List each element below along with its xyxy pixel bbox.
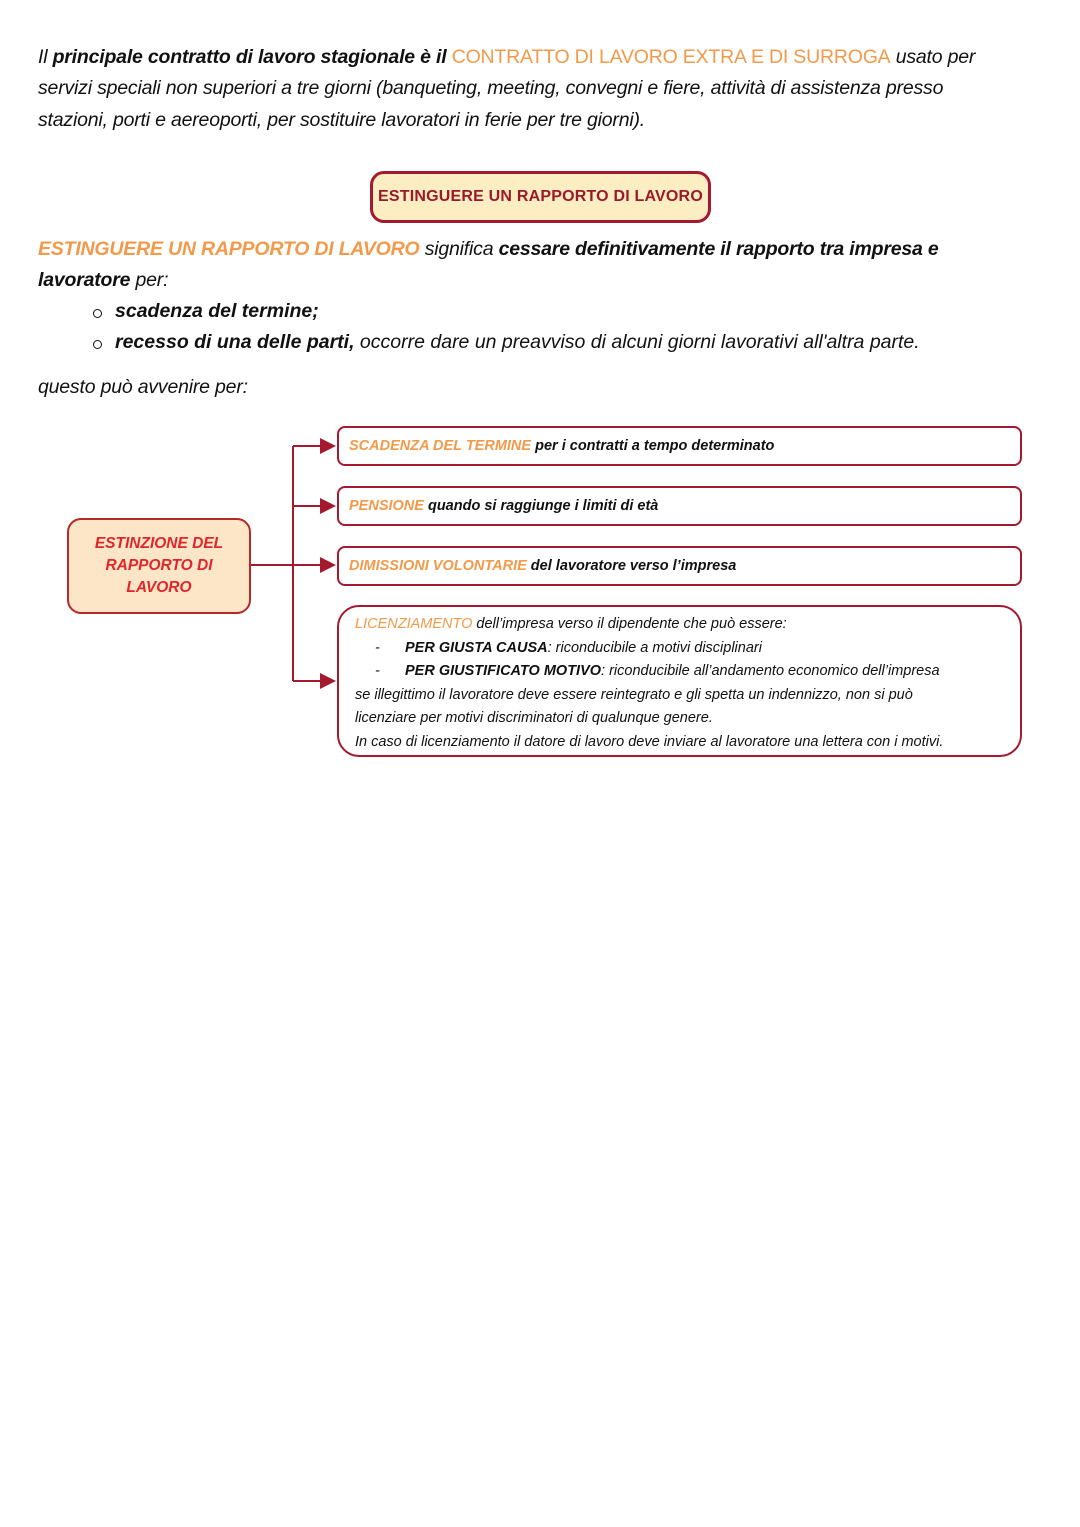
branch-text: dell’impresa verso il dipendente che può essere: [472,616,787,632]
text: occorre dare un preavviso di alcuni giorni lavorativi all'altra parte. [354,331,920,353]
sub-key: PER GIUSTA CAUSA [405,639,548,656]
bold-text: scadenza del termine; [115,300,319,322]
text: Il [38,46,53,68]
after-text: questo può avvenire per: [38,376,248,398]
branch-header [355,613,1004,637]
branch-pensione [337,486,1022,526]
branch-line: se illegittimo il lavoratore deve essere reintegrato e gli spetta un indennizzo, non si può [355,686,913,703]
section-title-badge: ESTINGUERE UN RAPPORTO DI LAVORO [370,171,711,223]
branch-key: LICENZIAMENTO [355,616,473,632]
bold-text: recesso di una delle parti, [115,331,355,353]
root-line: ESTINZIONE DEL [94,535,224,552]
highlight-text: CONTRATTO DI LAVORO EXTRA E DI SURROGA [451,46,891,68]
root-line: RAPPORTO DI [105,557,213,574]
root-line: LAVORO [126,579,192,596]
branch-text: per i contratti a tempo determinato [531,438,775,454]
sub-item [355,660,1004,684]
text: usato per [890,46,976,68]
branch-key: PENSIONE [349,498,424,514]
branch-scadenza [337,426,1022,466]
intro-line-3: stazioni, porti e aereoporti, per sostituire lavoratori in ferie per tre giorni). [38,109,646,131]
bold-text: cessare definitivamente il rapporto tra impresa e [498,238,939,260]
branch-dimissioni [337,546,1022,586]
dash: - [375,663,380,679]
branch-text: quando si raggiunge i limiti di età [423,498,659,514]
text: significa [419,238,499,260]
branch-text: del lavoratore verso l’impresa [526,558,737,574]
sub-key: PER GIUSTIFICATO MOTIVO [405,663,602,679]
text: per: [130,269,169,291]
branch-line: In caso di licenziamento il datore di lavoro deve inviare al lavoratore una lettera con i motivi. [355,733,944,750]
branch-licenziamento [337,605,1022,757]
dash: - [375,639,380,656]
branch-key: DIMISSIONI VOLONTARIE [349,558,527,574]
highlight-text: ESTINGUERE UN RAPPORTO DI LAVORO [38,238,420,260]
intro-line-2: servizi speciali non superiori a tre giorni (banqueting, meeting, convegni e fiere, attività di assistenza presso [38,77,944,99]
sub-item [355,637,1004,661]
sub-text: : riconducibile a motivi disciplinari [547,639,762,656]
branch-line: licenziare per motivi discriminatori di qualunque genere. [355,710,713,726]
branch-key: SCADENZA DEL TERMINE [349,438,532,454]
bold-text: principale contratto di lavoro stagionale è il [52,46,452,68]
sub-text: : riconducibile all’andamento economico dell’impresa [601,663,940,679]
bold-text: lavoratore [38,269,131,291]
root-node [67,518,251,614]
